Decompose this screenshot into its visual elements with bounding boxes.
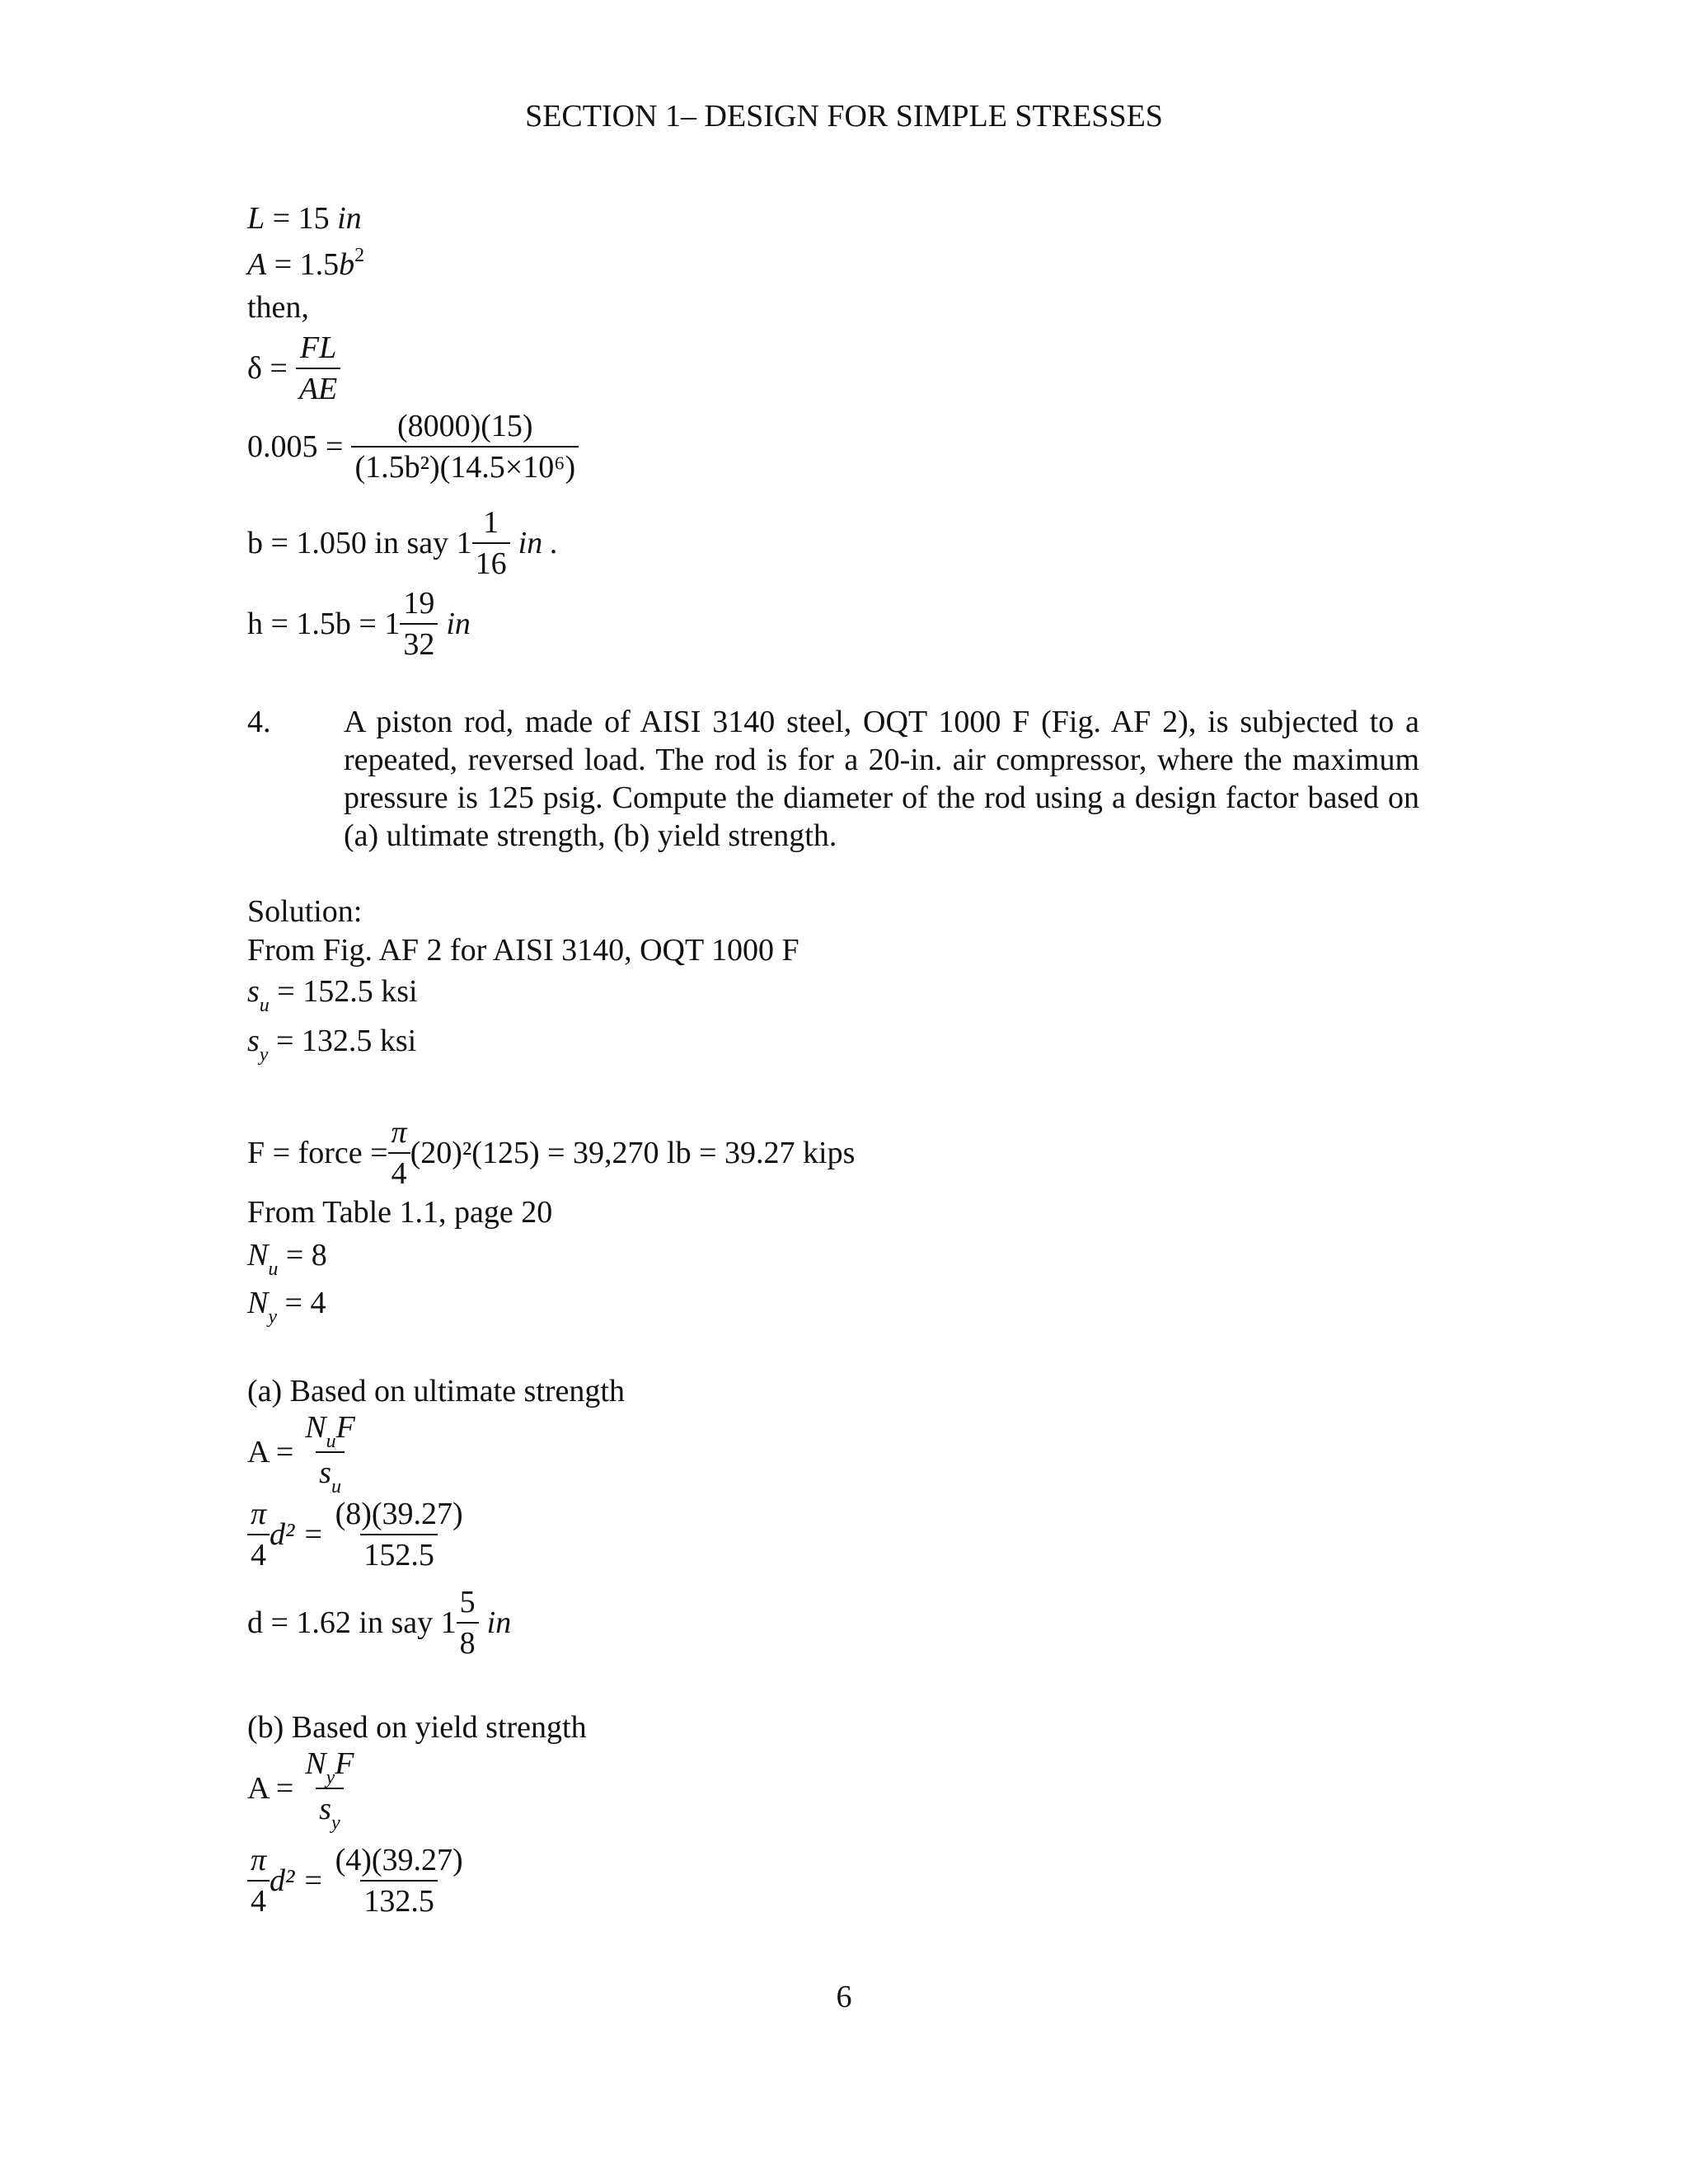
equation-a-area [247, 1409, 359, 1495]
a-d2: d² = [270, 1517, 324, 1552]
delta-lhs: δ = [247, 351, 288, 386]
elongation-fraction [351, 408, 579, 485]
force-fraction [388, 1114, 410, 1192]
h-unit: in [446, 607, 471, 641]
a-result-denominator: 8 [457, 1622, 479, 1661]
a-value-fraction [332, 1496, 467, 1573]
a-result-fraction [457, 1584, 479, 1661]
h-text: h = 1.5b = 1 [247, 607, 401, 641]
a-result-numerator: 5 [459, 1585, 476, 1619]
problem-statement: A piston rod, made of AISI 3140 steel, OQT 1000 F (Fig. AF 2), is subjected to a repeated, reversed load. The rod is for a 20-in. air compressor, where the maximum pressure is 125 psig. Compute the diameter of the rod using a design factor based on (a) ultimate strength, (b) yield strength. [344, 705, 1419, 853]
equation-length: L = 15 in [247, 201, 362, 236]
equation-elongation [247, 408, 579, 485]
force-lhs: F = force = [247, 1136, 388, 1170]
b-text: b = 1.050 in say 1 [247, 526, 472, 560]
b-d2: d² = [270, 1863, 324, 1898]
equation-area: $A = 1.5b^2$ [247, 245, 365, 282]
b-pi-denominator: 4 [247, 1880, 270, 1919]
equation-delta [247, 330, 340, 407]
equation-sy: $s_y = 132.5$ ksi [247, 1024, 417, 1066]
page-number: 6 [836, 1980, 852, 2014]
b-unit: in . [518, 526, 559, 560]
b-numerator: 1 [483, 505, 499, 540]
a-value-numerator: (8)(39.27) [335, 1497, 463, 1531]
b-fraction [472, 504, 510, 582]
b-value-fraction [332, 1842, 467, 1919]
b-value-denominator: 132.5 [360, 1880, 438, 1919]
ny-value: = 4 [284, 1286, 326, 1320]
a-pi-denominator: 4 [247, 1534, 270, 1573]
part-b-heading: (b) Based on yield strength [247, 1710, 587, 1745]
from-figure: From Fig. AF 2 for AISI 3140, OQT 1000 F [247, 933, 799, 968]
b-area-lhs: A = [247, 1771, 294, 1806]
b-pi-numerator: π [251, 1843, 267, 1877]
h-fraction [400, 585, 438, 663]
equation-h [247, 585, 471, 663]
b-value-numerator: (4)(39.27) [335, 1843, 463, 1877]
problem-number: 4. [247, 705, 271, 739]
nu-value: = 8 [285, 1238, 327, 1272]
h-denominator: 32 [400, 623, 438, 663]
elongation-denominator: (1.5b²)(14.5×10⁶) [351, 446, 579, 485]
b-pi-fraction [247, 1842, 270, 1919]
equation-a-result [247, 1584, 511, 1661]
equation-su: $s_u = 152.5$ ksi [247, 974, 418, 1016]
elongation-lhs: 0.005 = [247, 429, 344, 464]
equation-ny: $N_y = 4$ [247, 1286, 326, 1328]
page-header: SECTION 1– DESIGN FOR SIMPLE STRESSES [525, 99, 1163, 134]
equation-b-diameter [247, 1842, 467, 1919]
force-rhs: (20)²(125) = 39,270 lb = 39.27 kips [410, 1136, 856, 1170]
force-denominator: 4 [388, 1152, 410, 1192]
delta-denominator: AE [296, 368, 340, 407]
delta-numerator: FL [299, 330, 337, 365]
b-denominator: 16 [472, 542, 510, 582]
a-area-fraction: $\frac{N_uF}{s_u}$ [305, 1410, 355, 1497]
equation-nu: $N_u = 8$ [247, 1238, 327, 1280]
a-pi-fraction [247, 1496, 270, 1573]
sy-value: = 132.5 ksi [275, 1024, 417, 1058]
a-area-lhs: A = [247, 1435, 294, 1469]
solution-label: Solution: [247, 894, 363, 929]
a-result-text: d = 1.62 in say 1 [247, 1605, 457, 1640]
force-numerator: π [391, 1115, 407, 1150]
equation-b [247, 504, 558, 582]
delta-fraction [296, 330, 340, 407]
part-a-heading: (a) Based on ultimate strength [247, 1374, 625, 1408]
equation-b-area [247, 1746, 358, 1834]
a-value-denominator: 152.5 [360, 1534, 438, 1573]
equation-a-diameter [247, 1496, 467, 1573]
h-numerator: 19 [403, 586, 435, 621]
from-table: From Table 1.1, page 20 [247, 1195, 553, 1230]
su-value: = 152.5 ksi [277, 974, 418, 1009]
b-area-fraction: $\frac{N_yF}{s_y}$ [305, 1746, 354, 1834]
a-result-unit: in [486, 1605, 512, 1640]
elongation-numerator: (8000)(15) [396, 409, 533, 443]
equation-force [247, 1114, 855, 1192]
a-pi-numerator: π [251, 1497, 267, 1531]
then-text: then, [247, 290, 309, 325]
